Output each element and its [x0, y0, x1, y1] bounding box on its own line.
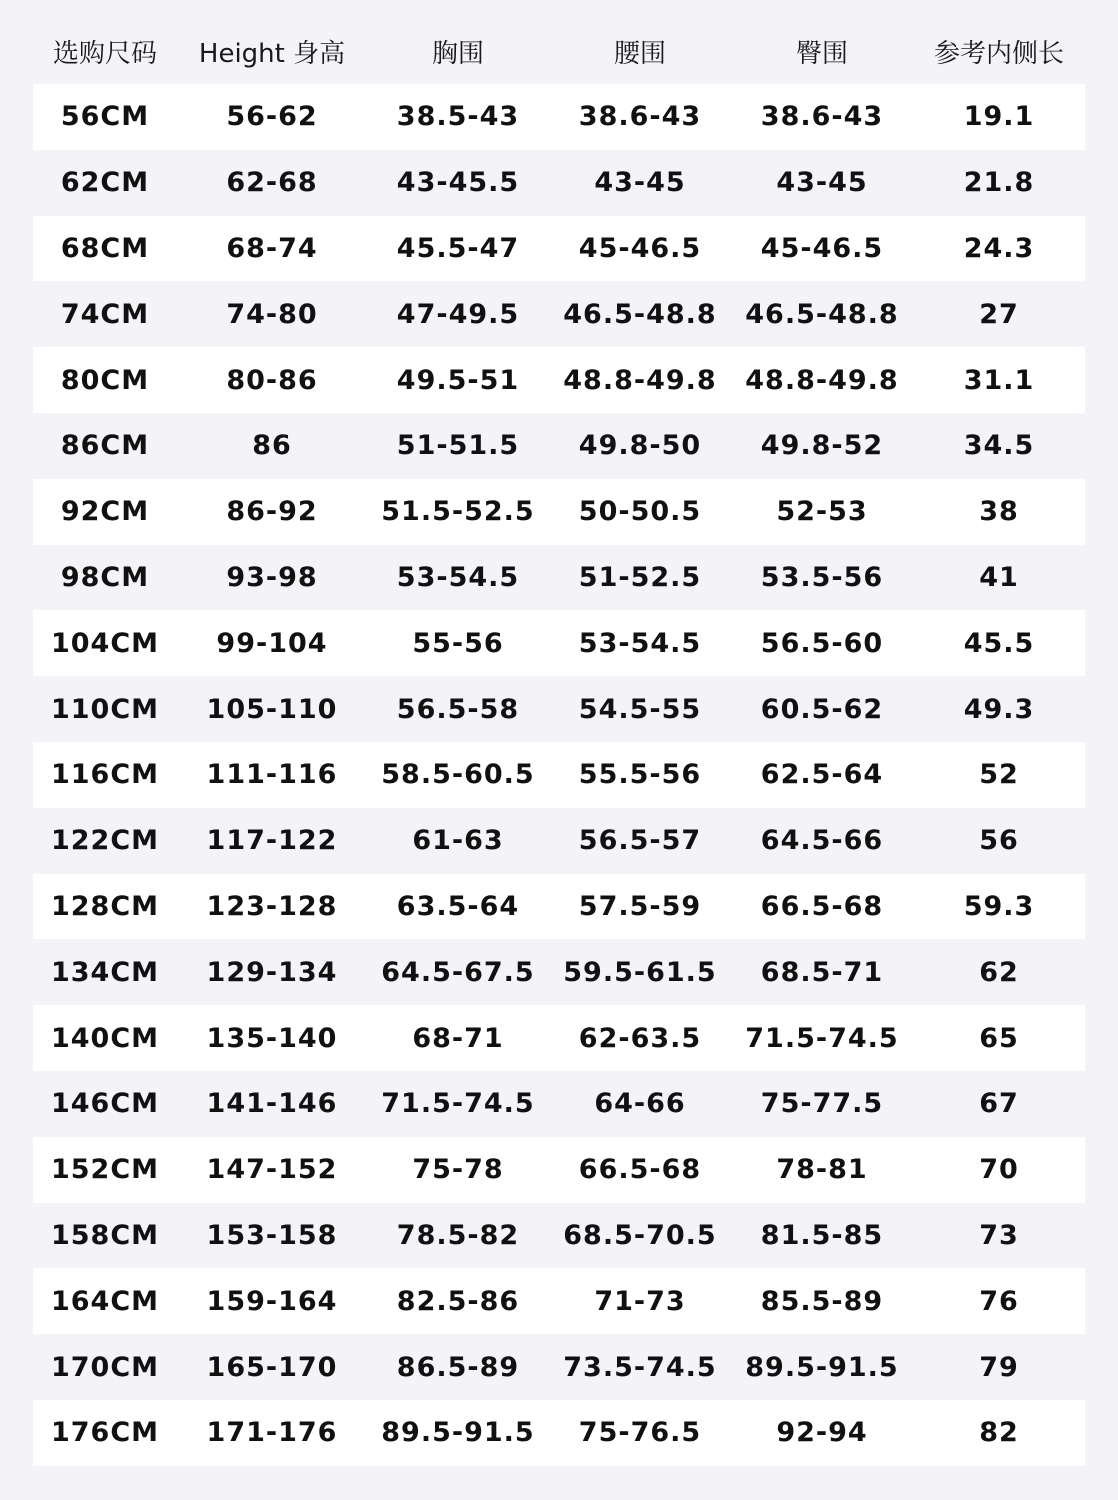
header-chest: 胸围 — [431, 38, 484, 69]
cell-hip: 75-77.5 — [760, 1088, 884, 1120]
cell-inseam: 70 — [979, 1154, 1019, 1186]
header-size: 选购尺码 — [52, 38, 157, 69]
cell-size: 68CM — [60, 232, 150, 264]
cell-hip: 78-81 — [776, 1154, 868, 1186]
cell-chest: 64.5-67.5 — [381, 956, 535, 988]
table-body — [33, 84, 1085, 1466]
cell-size: 158CM — [50, 1219, 160, 1251]
cell-inseam: 34.5 — [963, 430, 1035, 462]
cell-hip: 89.5-91.5 — [745, 1351, 899, 1383]
table-row — [33, 808, 1085, 874]
cell-height: 165-170 — [206, 1351, 338, 1383]
cell-hip: 46.5-48.8 — [745, 298, 899, 330]
cell-inseam: 73 — [979, 1219, 1019, 1251]
table-row — [33, 676, 1085, 742]
cell-hip: 71.5-74.5 — [745, 1022, 899, 1054]
cell-height: 105-110 — [206, 693, 338, 725]
cell-chest: 53-54.5 — [396, 561, 520, 593]
cell-waist: 73.5-74.5 — [563, 1351, 717, 1383]
table-row — [33, 545, 1085, 611]
cell-waist: 56.5-57 — [578, 825, 702, 857]
cell-height: 111-116 — [206, 759, 338, 791]
cell-chest: 45.5-47 — [396, 232, 520, 264]
cell-height: 62-68 — [226, 167, 318, 199]
cell-size: 104CM — [50, 627, 160, 659]
cell-size: 110CM — [50, 693, 160, 725]
cell-size: 56CM — [60, 101, 150, 133]
cell-inseam: 27 — [979, 298, 1019, 330]
cell-size: 80CM — [60, 364, 150, 396]
table-row — [33, 347, 1085, 413]
cell-chest: 55-56 — [412, 627, 504, 659]
cell-inseam: 38 — [979, 496, 1019, 528]
cell-waist: 59.5-61.5 — [563, 956, 717, 988]
cell-waist: 48.8-49.8 — [563, 364, 717, 396]
cell-hip: 66.5-68 — [760, 890, 884, 922]
cell-size: 176CM — [50, 1417, 160, 1449]
cell-height: 56-62 — [226, 101, 318, 133]
cell-hip: 60.5-62 — [760, 693, 884, 725]
cell-waist: 71-73 — [594, 1285, 686, 1317]
cell-height: 159-164 — [206, 1285, 338, 1317]
cell-chest: 56.5-58 — [396, 693, 520, 725]
cell-inseam: 19.1 — [963, 101, 1035, 133]
cell-inseam: 52 — [979, 759, 1019, 791]
cell-waist: 53-54.5 — [578, 627, 702, 659]
cell-hip: 49.8-52 — [760, 430, 884, 462]
cell-hip: 85.5-89 — [760, 1285, 884, 1317]
cell-inseam: 56 — [979, 825, 1019, 857]
cell-hip: 53.5-56 — [760, 561, 884, 593]
cell-inseam: 45.5 — [963, 627, 1035, 659]
cell-chest: 75-78 — [412, 1154, 504, 1186]
cell-size: 134CM — [50, 956, 160, 988]
cell-size: 140CM — [50, 1022, 160, 1054]
cell-height: 117-122 — [206, 825, 338, 857]
cell-hip: 81.5-85 — [760, 1219, 884, 1251]
cell-height: 141-146 — [206, 1088, 338, 1120]
cell-hip: 43-45 — [776, 167, 868, 199]
cell-size: 152CM — [50, 1154, 160, 1186]
cell-inseam: 49.3 — [963, 693, 1035, 725]
cell-hip: 92-94 — [776, 1417, 868, 1449]
table-row — [33, 281, 1085, 347]
cell-chest: 47-49.5 — [396, 298, 520, 330]
cell-inseam: 67 — [979, 1088, 1019, 1120]
cell-chest: 58.5-60.5 — [381, 759, 535, 791]
table-row — [33, 1268, 1085, 1334]
cell-size: 170CM — [50, 1351, 160, 1383]
cell-waist: 66.5-68 — [578, 1154, 702, 1186]
cell-height: 129-134 — [206, 956, 338, 988]
table-row — [33, 216, 1085, 282]
table-row — [33, 874, 1085, 940]
cell-size: 74CM — [60, 298, 150, 330]
cell-waist: 68.5-70.5 — [563, 1219, 717, 1251]
cell-chest: 78.5-82 — [396, 1219, 520, 1251]
cell-size: 128CM — [50, 890, 160, 922]
cell-height: 80-86 — [226, 364, 318, 396]
cell-chest: 86.5-89 — [396, 1351, 520, 1383]
cell-height: 123-128 — [206, 890, 338, 922]
table-row — [33, 1071, 1085, 1137]
cell-hip: 45-46.5 — [760, 232, 884, 264]
cell-size: 98CM — [60, 561, 150, 593]
header-inseam: 参考内侧长 — [933, 38, 1064, 69]
cell-waist: 49.8-50 — [578, 430, 702, 462]
header-hip: 臀围 — [795, 38, 848, 69]
header-height: Height 身高 — [198, 38, 346, 69]
cell-height: 74-80 — [226, 298, 318, 330]
cell-chest: 51.5-52.5 — [381, 496, 535, 528]
cell-hip: 52-53 — [776, 496, 868, 528]
cell-waist: 75-76.5 — [578, 1417, 702, 1449]
table-row — [33, 1334, 1085, 1400]
table-row — [33, 84, 1085, 150]
table-row — [33, 610, 1085, 676]
cell-waist: 62-63.5 — [578, 1022, 702, 1054]
table-row — [33, 1400, 1085, 1466]
cell-height: 135-140 — [206, 1022, 338, 1054]
cell-inseam: 31.1 — [963, 364, 1035, 396]
table-row — [33, 939, 1085, 1005]
cell-chest: 71.5-74.5 — [381, 1088, 535, 1120]
cell-chest: 89.5-91.5 — [381, 1417, 535, 1449]
cell-inseam: 79 — [979, 1351, 1019, 1383]
cell-size: 164CM — [50, 1285, 160, 1317]
cell-height: 99-104 — [216, 627, 328, 659]
cell-height: 86 — [252, 430, 292, 462]
cell-inseam: 76 — [979, 1285, 1019, 1317]
cell-chest: 61-63 — [412, 825, 504, 857]
cell-chest: 51-51.5 — [396, 430, 520, 462]
table-header — [33, 18, 1085, 84]
cell-waist: 50-50.5 — [578, 496, 702, 528]
table-row — [33, 1137, 1085, 1203]
cell-waist: 45-46.5 — [578, 232, 702, 264]
table-row — [33, 1005, 1085, 1071]
table-row — [33, 742, 1085, 808]
cell-waist: 64-66 — [594, 1088, 686, 1120]
cell-inseam: 62 — [979, 956, 1019, 988]
cell-waist: 43-45 — [594, 167, 686, 199]
cell-height: 68-74 — [226, 232, 318, 264]
table-row — [33, 413, 1085, 479]
cell-height: 93-98 — [226, 561, 318, 593]
cell-height: 153-158 — [206, 1219, 338, 1251]
cell-hip: 64.5-66 — [760, 825, 884, 857]
cell-waist: 46.5-48.8 — [563, 298, 717, 330]
cell-hip: 48.8-49.8 — [745, 364, 899, 396]
cell-waist: 57.5-59 — [578, 890, 702, 922]
cell-hip: 68.5-71 — [760, 956, 884, 988]
cell-inseam: 41 — [979, 561, 1019, 593]
cell-chest: 49.5-51 — [396, 364, 520, 396]
cell-inseam: 82 — [979, 1417, 1019, 1449]
cell-inseam: 65 — [979, 1022, 1019, 1054]
cell-chest: 63.5-64 — [396, 890, 520, 922]
header-waist: 腰围 — [613, 38, 666, 69]
cell-size: 62CM — [60, 167, 150, 199]
cell-waist: 51-52.5 — [578, 561, 702, 593]
table-row — [33, 150, 1085, 216]
cell-chest: 68-71 — [412, 1022, 504, 1054]
cell-waist: 54.5-55 — [578, 693, 702, 725]
cell-hip: 56.5-60 — [760, 627, 884, 659]
table-row — [33, 479, 1085, 545]
cell-chest: 82.5-86 — [396, 1285, 520, 1317]
cell-height: 171-176 — [206, 1417, 338, 1449]
cell-height: 147-152 — [206, 1154, 338, 1186]
cell-waist: 55.5-56 — [578, 759, 702, 791]
cell-hip: 62.5-64 — [760, 759, 884, 791]
cell-size: 122CM — [50, 825, 160, 857]
cell-inseam: 21.8 — [963, 167, 1035, 199]
cell-size: 92CM — [60, 496, 150, 528]
cell-size: 116CM — [50, 759, 160, 791]
cell-height: 86-92 — [226, 496, 318, 528]
cell-inseam: 59.3 — [963, 890, 1035, 922]
cell-inseam: 24.3 — [963, 232, 1035, 264]
cell-chest: 38.5-43 — [396, 101, 520, 133]
cell-hip: 38.6-43 — [760, 101, 884, 133]
cell-waist: 38.6-43 — [578, 101, 702, 133]
cell-chest: 43-45.5 — [396, 167, 520, 199]
cell-size: 86CM — [60, 430, 150, 462]
cell-size: 146CM — [50, 1088, 160, 1120]
table-row — [33, 1203, 1085, 1269]
